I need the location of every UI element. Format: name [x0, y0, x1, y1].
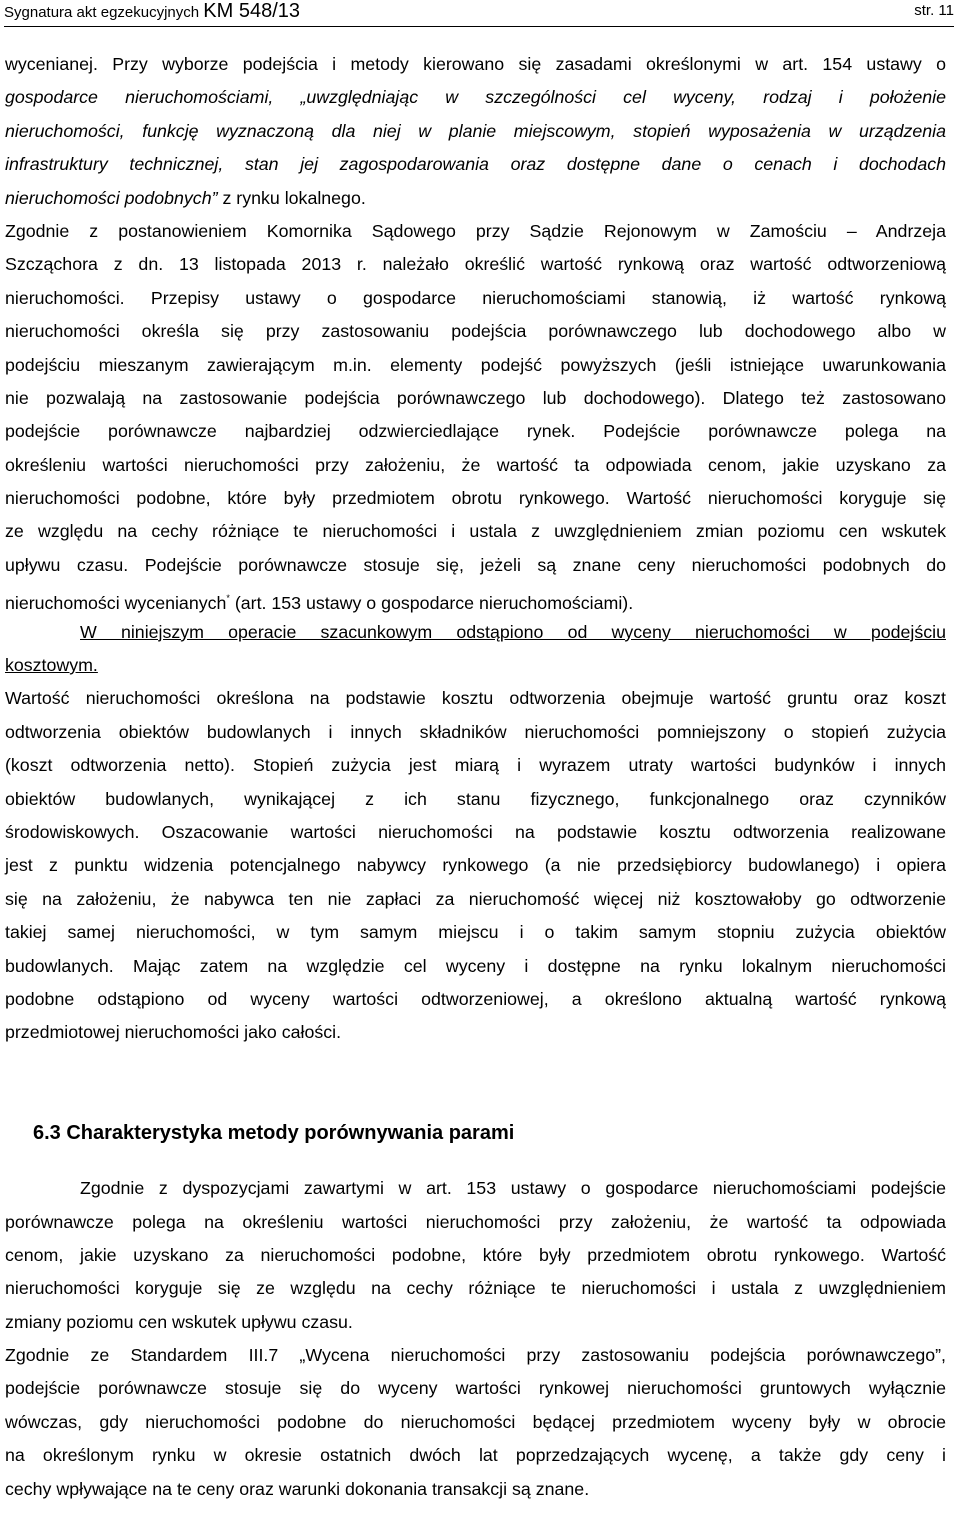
text-line: infrastruktury technicznej, stan jej zagospodarowania oraz dostępne dane o cenach i dochodach — [5, 154, 946, 175]
text-line: porównawcze polega na określeniu wartości nieruchomości przy założeniu, że wartość ta odpowiada — [5, 1211, 946, 1232]
text-line: ze względu na cechy różniące te nieruchomości i ustala z uwzględnieniem zmian poziomu cen wskutek — [5, 521, 946, 542]
text-line: podejście porównawcze najbardziej odzwierciedlające rynek. Podejście porównawcze polega na — [5, 421, 946, 442]
text-line: gospodarce nieruchomościami, „uwzględniając w szczególności cel wyceny, rodzaj i położenie — [5, 87, 946, 108]
text-line — [5, 182, 946, 215]
text-line: zmiany poziomu cen wskutek upływu czasu. — [5, 1311, 353, 1332]
text-line: przedmiotowej nieruchomości jako całości. — [5, 1022, 342, 1043]
case-signature: KM 548/13 — [203, 0, 301, 22]
underlined-line: W niniejszym operacie szacunkowym odstąpiono od wyceny nieruchomości w podejściu — [80, 621, 946, 642]
text-line: podejściu mieszanym zawierającym m.in. elementy podejść powyższych (jeśli istniejące uwarunkowania — [5, 354, 946, 375]
text-fragment: (art. 153 ustawy o gospodarce nieruchomościami). — [229, 593, 634, 614]
text-line: takiej samej nieruchomości, w tym samym miejscu i o takim samym stopniu zużycia obiektów — [5, 922, 946, 943]
text-line: cenom, jakie uzyskano za nieruchomości podobne, które były przedmiotem obrotu rynkowego. Wartość — [5, 1244, 946, 1265]
text-line: Zgodnie z dyspozycjami zawartymi w art. 153 ustawy o gospodarce nieruchomościami podejście — [80, 1178, 946, 1199]
text-line: Szcząchora z dn. 13 listopada 2013 r. należało określić wartość rynkową oraz wartość odtworzeniową — [5, 254, 946, 275]
text-line: określeniu wartości nieruchomości przy założeniu, że wartość ta odpowiada cenom, jakie uzyskano za — [5, 454, 946, 475]
text-line: środowiskowych. Oszacowanie wartości nieruchomości na podstawie kosztu odtworzenia realizowane — [5, 821, 946, 842]
text-line — [5, 582, 946, 615]
text-line: na określonym rynku w okresie ostatnich dwóch lat poprzedzających wycenę, a także gdy ceny i — [5, 1445, 946, 1466]
text-line: obiektów budowlanych, wynikającej z ich stanu fizycznego, funkcjonalnego oraz czynników — [5, 788, 946, 809]
text-line: nieruchomości. Przepisy ustawy o gospodarce nieruchomościami stanowią, iż wartość rynkową — [5, 287, 946, 308]
text-line: (koszt odtworzenia netto). Stopień zużycia jest miarą i wyrazem utraty wartości budynków i innych — [5, 755, 946, 776]
italic-quote-end: nieruchomości podobnych” — [5, 187, 218, 208]
header-case-label: Sygnatura akt egzekucyjnych KM 548/13 — [4, 0, 301, 22]
text-line: jest z punktu widzenia potencjalnego nabywcy rynkowego (a nie przedsiębiorcy budowlanego) i opiera — [5, 855, 946, 876]
text-line: upływu czasu. Podejście porównawcze stosuje się, jeżeli są znane ceny nieruchomości podobnych do — [5, 554, 946, 575]
text-line: nieruchomości koryguje się ze względu na cechy różniące te nieruchomości i ustala z uwzględnieniem — [5, 1278, 946, 1299]
text-fragment: nieruchomości wycenianych — [5, 593, 227, 614]
text-line: wówczas, gdy nieruchomości podobne do nieruchomości będącej przedmiotem wyceny były w obrocie — [5, 1411, 946, 1432]
text-line: nie pozwalają na zastosowanie podejścia porównawczego lub dochodowego). Dlatego też zastosowano — [5, 387, 946, 408]
underlined-line: kosztowym. — [5, 655, 98, 676]
text-line: odtworzenia obiektów budowlanych i innych składników nieruchomości pomniejszony o stopień zużycia — [5, 721, 946, 742]
text-line: cechy wpływające na te ceny oraz warunki dokonania transakcji są znane. — [5, 1478, 590, 1499]
page-header — [4, 0, 954, 27]
page-number: str. 11 — [914, 2, 954, 19]
text-line: Zgodnie z postanowieniem Komornika Sądowego przy Sądzie Rejonowym w Zamościu – Andrzeja — [5, 220, 946, 241]
text-line: nieruchomości podobne, które były przedmiotem obrotu rynkowego. Wartość nieruchomości koryguje się — [5, 488, 946, 509]
text-line: podobne odstąpiono od wyceny wartości odtworzeniowej, a określono aktualną wartość rynkową — [5, 988, 946, 1009]
text-fragment: z rynku lokalnego. — [217, 187, 366, 208]
text-line: wycenianej. Przy wyborze podejścia i metody kierowano się zasadami określonymi w art. 154 ustawy o — [5, 54, 946, 74]
text-line: podejście porównawcze stosuje się do wyceny wartości rynkowej nieruchomości gruntowych wyłącznie — [5, 1378, 946, 1399]
footnote-marker: * — [226, 593, 230, 604]
spacer — [5, 1150, 946, 1172]
spacer — [5, 1050, 946, 1117]
document-body — [5, 48, 946, 1506]
text-line: nieruchomości, funkcję wyznaczoną dla niej w planie miejscowym, stopień wyposażenia w urządzenia — [5, 120, 946, 141]
text-line: budowlanych. Mając zatem na względzie cel wyceny i dostępne na rynku lokalnym nieruchomości — [5, 955, 946, 976]
text-line: Wartość nieruchomości określona na podstawie kosztu odtworzenia obejmuje wartość gruntu oraz koszt — [5, 688, 946, 709]
text-line: nieruchomości określa się przy zastosowaniu podejścia porównawczego lub dochodowego albo w — [5, 321, 946, 342]
section-heading: 6.3 Charakterystyka metody porównywania parami — [33, 1121, 515, 1144]
text-line: Zgodnie ze Standardem III.7 „Wycena nieruchomości przy zastosowaniu podejścia porównawczego”, — [5, 1345, 946, 1366]
text-line: się na założeniu, że nabywca ten nie zapłaci za nieruchomość więcej niż kosztowałoby go odtworzenie — [5, 888, 946, 909]
